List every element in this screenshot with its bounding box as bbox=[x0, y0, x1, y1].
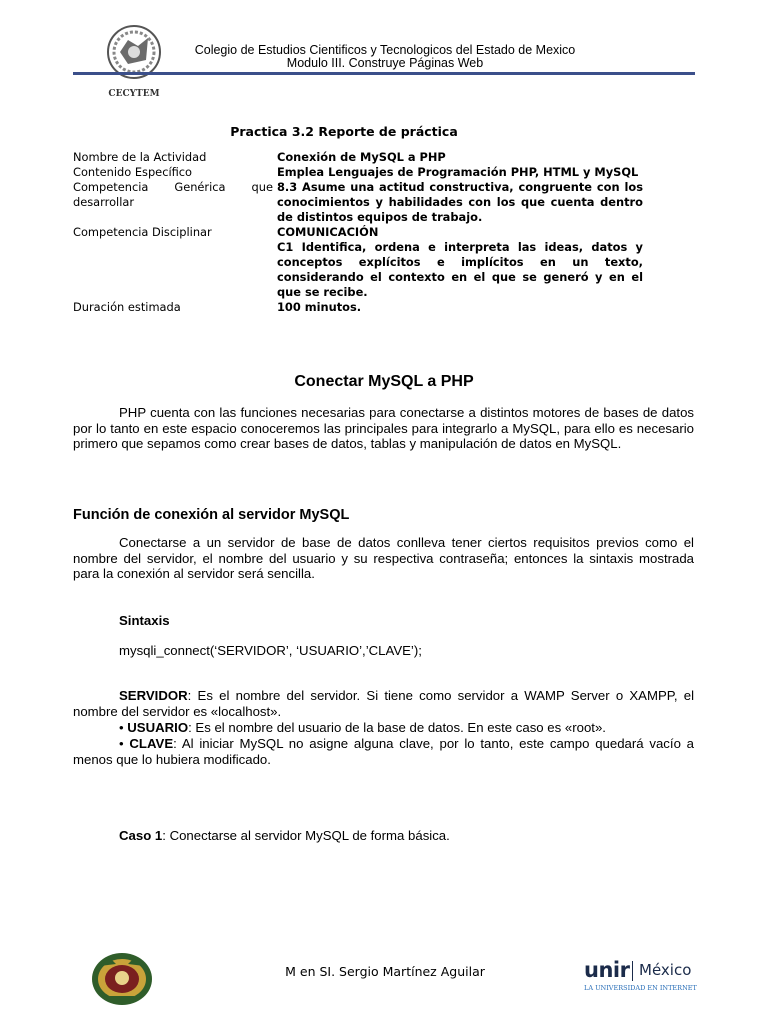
footer-author: M en SI. Sergio Martínez Aguilar bbox=[285, 964, 485, 979]
row-label: Contenido Específico bbox=[73, 165, 193, 179]
header-institution: Colegio de Estudios Cientificos y Tecnologicos del Estado de Mexico bbox=[194, 43, 576, 57]
table-row bbox=[73, 180, 643, 225]
row-label: Nombre de la Actividad bbox=[73, 150, 207, 164]
unir-tagline: LA UNIVERSIDAD EN INTERNET bbox=[584, 984, 697, 992]
row-label: Competencia Genérica que desarrollar bbox=[73, 180, 273, 209]
svg-text:CECYTEM: CECYTEM bbox=[108, 89, 160, 99]
practice-title: Practica 3.2 Reporte de práctica bbox=[230, 124, 458, 139]
row-value: 8.3 Asume una actitud constructiva, congruente con los conocimientos y habilidades con los que cuenta dentro de distintos equipos de trabajo. bbox=[277, 180, 643, 224]
main-title: Conectar MySQL a PHP bbox=[294, 373, 474, 390]
header-module: Modulo III. Construye Páginas Web bbox=[286, 56, 484, 70]
unir-wordmark: unir bbox=[584, 958, 630, 982]
syntax-code: mysqli_connect(‘SERVIDOR’, ‘USUARIO’,’CLAVE’); bbox=[119, 643, 422, 658]
row-label: Competencia Disciplinar bbox=[73, 225, 212, 239]
row-value: Emplea Lenguajes de Programación PHP, HTML y MySQL bbox=[277, 165, 639, 179]
section-heading: Función de conexión al servidor MySQL bbox=[73, 507, 350, 523]
unir-country: México bbox=[639, 961, 692, 979]
param-servidor bbox=[73, 688, 694, 719]
row-value-group bbox=[277, 225, 643, 300]
row-label: Duración estimada bbox=[73, 300, 181, 314]
row-value: COMUNICACIÓN bbox=[277, 225, 379, 239]
logo-divider bbox=[632, 961, 633, 981]
syntax-label: Sintaxis bbox=[119, 613, 170, 628]
param-term: USUARIO bbox=[127, 720, 189, 735]
info-table bbox=[73, 150, 643, 315]
case-term: Caso 1 bbox=[119, 828, 163, 843]
row-value: Conexión de MySQL a PHP bbox=[277, 150, 446, 164]
table-row bbox=[73, 300, 643, 315]
table-row bbox=[73, 150, 643, 165]
param-bullet: • bbox=[119, 720, 128, 735]
param-term: CLAVE bbox=[129, 736, 174, 751]
intro-paragraph: PHP cuenta con las funciones necesarias para conectarse a distintos motores de bases de datos por lo tanto en este espacio conoceremos las principales para integrarlo a MySQL, para ello es necesario primero que sepamos como crear bases de datos, tablas y manipulación de datos en MySQL. bbox=[73, 405, 694, 451]
unir-logo bbox=[584, 958, 697, 998]
param-term: SERVIDOR bbox=[119, 688, 188, 703]
param-text: : Es el nombre del servidor. Si tiene como servidor a WAMP Server o XAMPP, el nombre del servidor es «localhost». bbox=[73, 688, 694, 719]
param-clave bbox=[73, 736, 694, 767]
table-row bbox=[73, 225, 643, 300]
section-paragraph: Conectarse a un servidor de base de datos conlleva tener ciertos requisitos previos como el nombre del servidor, el nombre del usuario y su respectiva contraseña; entonces la sintaxis mostrada para la conexión al servidor será sencilla. bbox=[73, 535, 694, 581]
row-value-detail: C1 Identifica, ordena e interpreta las ideas, datos y conceptos explícitos e implícitos en un texto, considerando el contexto en el que se generó y en el que se recibe. bbox=[277, 240, 643, 299]
case-text: : Conectarse al servidor MySQL de forma básica. bbox=[162, 828, 450, 843]
case-1 bbox=[119, 828, 450, 843]
university-seal-logo bbox=[88, 950, 156, 1008]
param-text: : Al iniciar MySQL no asigne alguna clave, por lo tanto, este campo quedará vacío a menos que lo hubiera modificado. bbox=[73, 736, 695, 767]
row-value: 100 minutos. bbox=[277, 300, 362, 314]
header-divider bbox=[73, 72, 695, 75]
param-bullet: • bbox=[119, 736, 130, 751]
table-row bbox=[73, 165, 643, 180]
param-usuario bbox=[73, 720, 694, 736]
param-text: : Es el nombre del usuario de la base de datos. En este caso es «root». bbox=[188, 720, 606, 735]
